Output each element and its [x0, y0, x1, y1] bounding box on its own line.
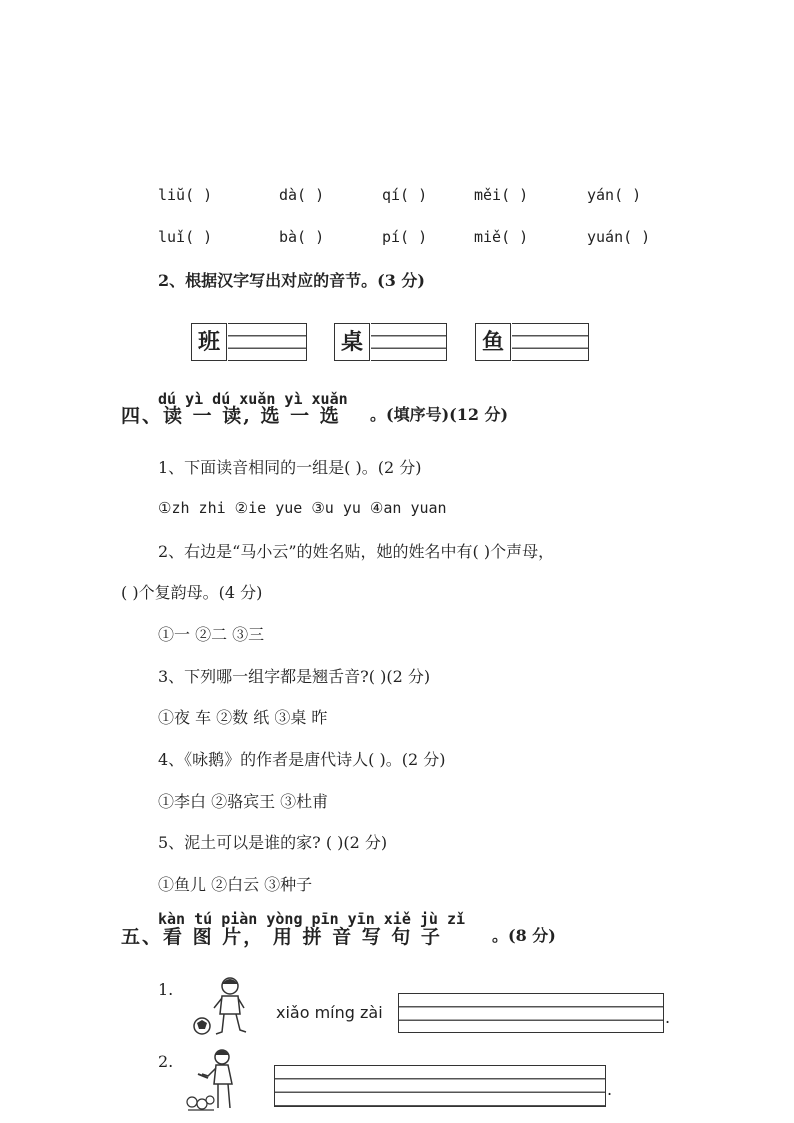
pinyin-item: bà( ) [279, 228, 325, 246]
boy-soccer-image [192, 976, 252, 1038]
question-4-4: 4、《咏鹅》的作者是唐代诗人( )。(2 分) [158, 750, 446, 769]
options-4-2: ①一 ②二 ③三 [158, 625, 265, 644]
pinyin-item: pí( ) [382, 228, 428, 246]
watering-flowers-image [184, 1048, 250, 1112]
period: . [665, 1008, 671, 1027]
section-4-suffix: 。(填序号)(12 分) [370, 405, 509, 424]
hanzi-box: 鱼 [475, 323, 511, 361]
writing-lines[interactable] [371, 323, 447, 361]
question-3-2: 2、根据汉字写出对应的音节。(3 分) [158, 271, 425, 290]
pinyin-item: luǐ( ) [158, 228, 213, 246]
pinyin-item: qí( ) [382, 186, 428, 204]
pinyin-item: dà( ) [279, 186, 325, 204]
pinyin-item: měi( ) [474, 186, 529, 204]
pinyin-item: liŭ( ) [158, 186, 213, 204]
pinyin-item: yán( ) [587, 186, 642, 204]
options-4-4: ①李白 ②骆宾王 ③杜甫 [158, 792, 329, 811]
section-4-title: 四、读 一 读, 选 一 选 [121, 405, 341, 427]
section-5-suffix: 。(8 分) [492, 926, 556, 945]
section-4-pinyin: dú yì dú xuǎn yì xuǎn [158, 390, 348, 408]
answer-lines-2[interactable] [274, 1065, 606, 1107]
question-4-2: 2、右边是“马小云”的姓名贴，她的姓名中有( )个声母， [158, 542, 555, 561]
section-5-title: 五、看 图 片， 用 拼 音 写 句 子 [121, 926, 442, 948]
pinyin-item: miě( ) [474, 228, 529, 246]
options-4-3: ①夜 车 ②数 纸 ③桌 昨 [158, 708, 328, 727]
writing-lines[interactable] [228, 323, 307, 361]
question-4-2-cont: ( )个复韵母。(4 分) [121, 583, 263, 602]
question-4-1: 1、下面读音相同的一组是( )。(2 分) [158, 458, 422, 477]
question-4-3: 3、下列哪一组字都是翘舌音?( )(2 分) [158, 667, 431, 686]
hanzi-box: 桌 [334, 323, 370, 361]
question-4-5: 5、泥土可以是谁的家? ( )(2 分) [158, 833, 388, 852]
section-5-pinyin: kàn tú piàn yòng pīn yīn xiě jù zǐ [158, 910, 466, 928]
item-number: 2. [158, 1052, 174, 1071]
item-1-prompt: xiǎo míng zài [276, 1003, 383, 1022]
writing-lines[interactable] [512, 323, 589, 361]
period: . [607, 1080, 613, 1099]
options-4-1: ①zh zhi ②ie yue ③u yu ④an yuan [158, 499, 447, 517]
item-number: 1. [158, 980, 174, 999]
answer-lines-1[interactable] [398, 993, 664, 1033]
pinyin-item: yuán( ) [587, 228, 651, 246]
options-4-5: ①鱼儿 ②白云 ③种子 [158, 875, 313, 894]
hanzi-box: 班 [191, 323, 227, 361]
